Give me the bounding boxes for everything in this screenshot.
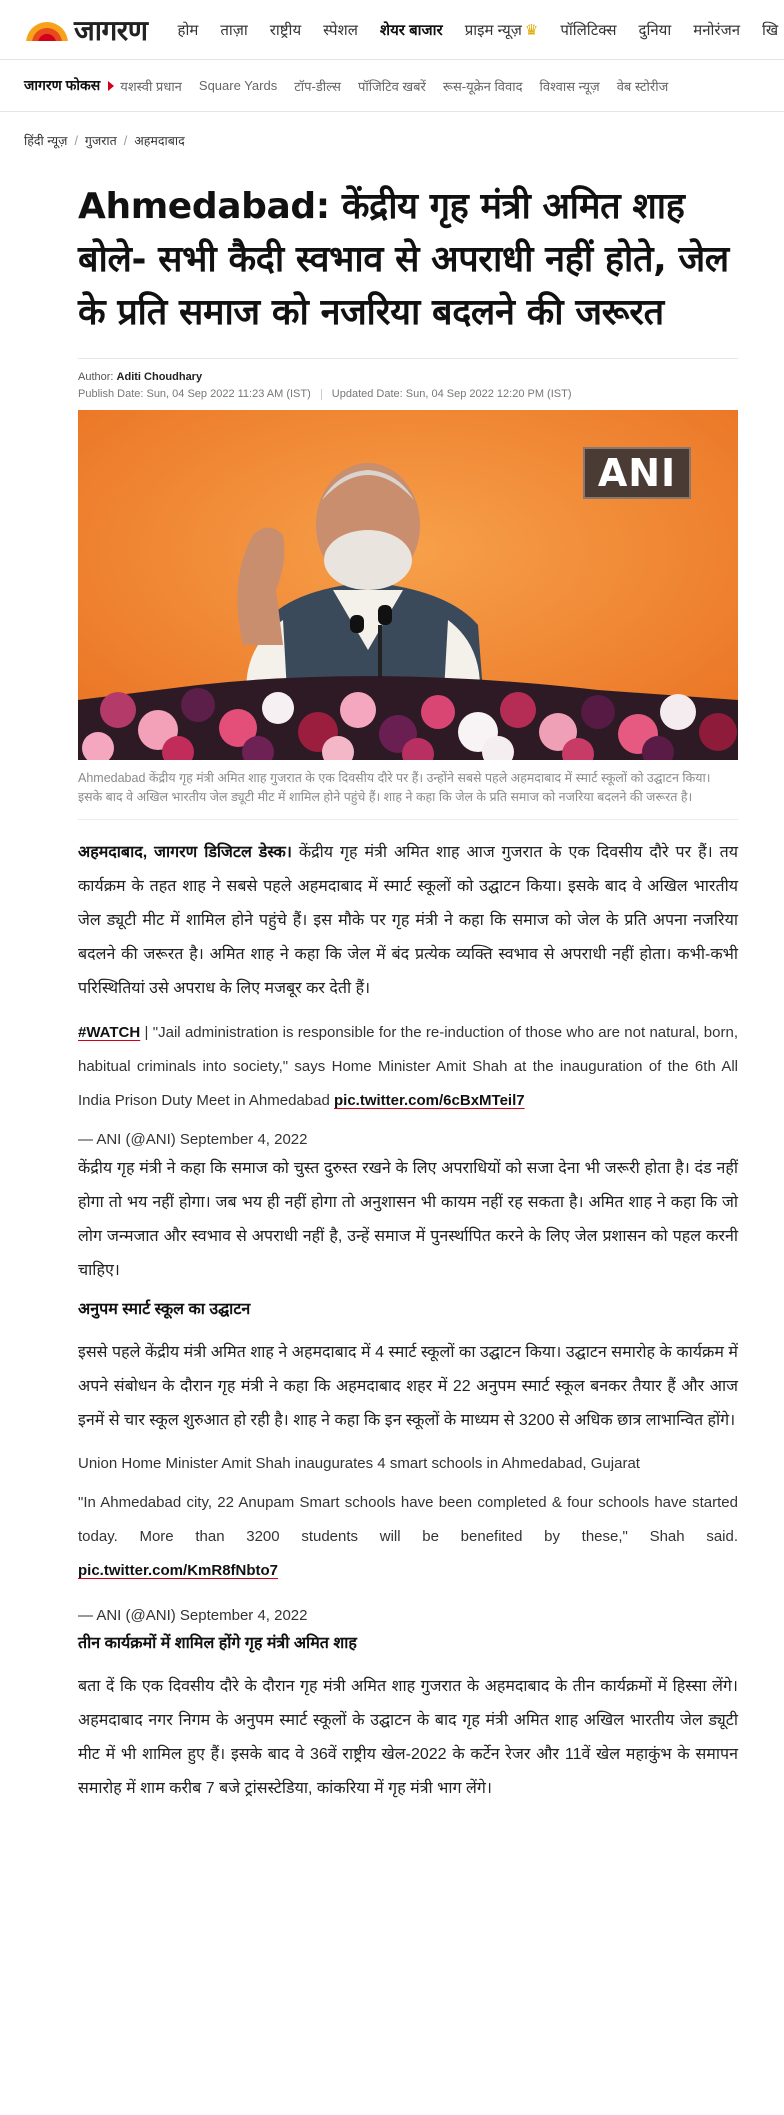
- nav-item-7[interactable]: [638, 20, 671, 40]
- hero-image: [78, 410, 738, 760]
- nav-item-label: ताज़ा: [220, 21, 248, 39]
- paragraph-2: केंद्रीय गृह मंत्री ने कहा कि समाज को चुस्त दुरुस्त रखने के लिए अपराधियों को सजा देना भी जरूरी होता है। दंड नहीं होगा तो भय नहीं होगा। जब भय ही नहीं होगा तो अनुशासन भी कायम नहीं रह सकता है। अमित शाह ने कहा कि जो लोग जन्मजात और स्वभाव से अपराधी नहीं है, उन्हें समाज में पुनर्स्थापित करने के लिए जेल प्रशासन को पहल करनी चाहिए।: [78, 1160, 738, 1279]
- breadcrumb-item-0[interactable]: हिंदी न्यूज़: [24, 134, 68, 148]
- breadcrumb-separator: /: [123, 133, 128, 148]
- image-caption: Ahmedabad केंद्रीय गृह मंत्री अमित शाह गुजरात के एक दिवसीय दौरे पर हैं। उन्होंने सबसे पहले अहमदाबाद में स्मार्ट स्कूलों को उद्घाटन किया। इसके बाद वे अखिल भारतीय जेल ड्यूटी मीट में शामिल होने पहुंचे हैं। शाह ने कहा कि जेल के प्रति समाज को नजरिया बदलने की जरूरत है।: [78, 769, 738, 820]
- nav-item-0[interactable]: [178, 20, 199, 40]
- nav-item-label: प्राइम न्यूज़: [464, 21, 522, 39]
- title-divider: [78, 358, 738, 359]
- breadcrumb-item-2[interactable]: अहमदाबाद: [134, 134, 185, 148]
- focus-link-5[interactable]: विश्वास न्यूज़: [539, 78, 600, 94]
- focus-link-3[interactable]: पॉजिटिव खबरें: [357, 78, 426, 94]
- nav-item-2[interactable]: [270, 20, 301, 40]
- tweet-2-pic-link[interactable]: pic.twitter.com/KmR8fNbto7: [78, 1562, 279, 1579]
- nav-item-label: दुनिया: [638, 21, 672, 39]
- article-title: Ahmedabad: केंद्रीय गृह मंत्री अमित शाह बोले- सभी कैदी स्वभाव से अपराधी नहीं होते, जेल के प्रति समाज को नजरिया बदलने की जरूरत: [78, 186, 729, 333]
- article: [78, 180, 738, 1806]
- nav-item-label: राष्ट्रीय: [269, 21, 302, 39]
- tweet-1-text: | "Jail administration is responsible for the re-induction of those who are not natural, born, habitual criminals into society," says Home Minister Amit Shah at the inauguration of the 6th All India Prison Duty Meet in Ahmedabad: [78, 1024, 738, 1109]
- focus-links: [120, 77, 685, 95]
- embedded-tweet-2: [78, 1486, 738, 1588]
- article-dates: [78, 388, 738, 400]
- embedded-tweet-1: [78, 1016, 738, 1118]
- author-label: Author:: [78, 371, 114, 383]
- nav-item-label: शेयर बाजार: [379, 21, 443, 39]
- heading-three-events: तीन कार्यक्रमों में शामिल होंगे गृह मंत्री अमित शाह: [78, 1635, 357, 1652]
- heading-smart-school: अनुपम स्मार्ट स्कूल का उद्घाटन: [78, 1301, 251, 1318]
- date-separator: [321, 389, 322, 400]
- logo-text: जागरण: [74, 13, 148, 47]
- author-name[interactable]: Aditi Choudhary: [116, 371, 203, 383]
- watch-hashtag-link[interactable]: #WATCH: [78, 1024, 141, 1041]
- dateline: अहमदाबाद, जागरण डिजिटल डेस्क।: [78, 844, 292, 861]
- tweet-2-headline: Union Home Minister Amit Shah inaugurates 4 smart schools in Ahmedabad, Gujarat: [78, 1455, 640, 1472]
- focus-link-4[interactable]: रूस-यूक्रेन विवाद: [442, 78, 523, 94]
- intro-text: केंद्रीय गृह मंत्री अमित शाह आज गुजरात के एक दिवसीय दौरे पर हैं। तय कार्यक्रम के तहत शाह ने सबसे पहले अहमदाबाद में स्मार्ट स्कूलों को उद्घाटन किया। इसके बाद वे अखिल भारतीय जेल ड्यूटी मीट में शामिल होने पहुंचे हैं। इस मौके पर गृह मंत्री ने कहा कि समाज को जेल के प्रति अपना नजरिया बदलने की जरूरत है। अमित शाह ने कहा कि जेल में बंद प्रत्येक व्यक्ति स्वभाव से अपराधी नहीं होता। कभी-कभी परिस्थितियां उसे अपराध के लिए मजबूर कर देती हैं।: [78, 844, 738, 997]
- focus-link-0[interactable]: यशस्वी प्रधान: [120, 78, 182, 94]
- article-meta: [78, 371, 738, 400]
- nav-item-5[interactable]: [465, 20, 539, 40]
- focus-link-6[interactable]: वेब स्टोरीज: [616, 78, 669, 94]
- main-nav: [178, 20, 784, 40]
- tweet-2-text: "In Ahmedabad city, 22 Anupam Smart schools have been completed & four schools have started today. More than 3200 students will be benefited by these," Shah said.: [78, 1494, 738, 1545]
- red-arrow-icon: [108, 81, 114, 91]
- nav-item-1[interactable]: [220, 20, 247, 40]
- tweet-2-source[interactable]: — ANI (@ANI) September 4, 2022: [78, 1607, 308, 1624]
- breadcrumb: [24, 132, 185, 149]
- sun-logo-icon: [24, 15, 70, 45]
- jagran-focus-bar: [0, 60, 784, 112]
- nav-item-6[interactable]: [560, 20, 616, 40]
- focus-title: जागरण फोकस: [24, 77, 101, 93]
- tweet-1-source[interactable]: — ANI (@ANI) September 4, 2022: [78, 1131, 308, 1148]
- tweet-1-pic-link[interactable]: pic.twitter.com/6cBxMTeil7: [333, 1092, 525, 1109]
- focus-link-2[interactable]: टॉप-डील्स: [294, 78, 341, 94]
- crown-icon: ♛: [524, 21, 539, 39]
- nav-item-label: मनोरंजन: [693, 21, 741, 39]
- intro-paragraph: [78, 836, 738, 1006]
- nav-item-label: पॉलिटिक्स: [560, 21, 617, 39]
- publish-date: Publish Date: Sun, 04 Sep 2022 11:23 AM (IST): [78, 388, 311, 400]
- updated-date: Updated Date: Sun, 04 Sep 2022 12:20 PM (IST): [331, 388, 572, 400]
- nav-item-3[interactable]: [323, 20, 358, 40]
- paragraph-3: इससे पहले केंद्रीय मंत्री अमित शाह ने अहमदाबाद में 4 स्मार्ट स्कूलों का उद्घाटन किया। उद्घाटन समारोह के कार्यक्रम में अपने संबोधन के दौरान गृह मंत्री ने कहा कि अहमदाबाद शहर में 22 अनुपम स्मार्ट स्कूल बनकर तैयार हैं और आज इनमें से चार स्कूल शुरुआत हो रही है। शाह ने कहा कि इन स्कूलों के माध्यम से 3200 से अधिक छात्र लाभान्वित होंगे।: [78, 1344, 738, 1429]
- nav-item-label: स्पेशल: [323, 21, 358, 39]
- nav-item-label: होम: [177, 21, 199, 39]
- author-line: [78, 371, 738, 383]
- nav-item-4[interactable]: [380, 20, 443, 40]
- focus-link-1[interactable]: Square Yards: [198, 78, 278, 93]
- breadcrumb-separator: /: [74, 133, 78, 148]
- top-navigation: [0, 0, 784, 60]
- paragraph-4: बता दें कि एक दिवसीय दौरे के दौरान गृह मंत्री अमित शाह गुजरात के अहमदाबाद के तीन कार्यक्रमों में हिस्सा लेंगे। अहमदाबाद नगर निगम के अनुपम स्मार्ट स्कूलों के उद्घाटन के बाद गृह मंत्री अमित शाह अखिल भारतीय जेल ड्यूटी मीट में भी शामिल हुए हैं। इसके बाद वे 36वें राष्ट्रीय खेल-2022 के कर्टेन रेजर और 11वें खेल महाकुंभ के समापन समारोह में शाम करीब 7 बजे ट्रांसस्टेडिया, कांकरिया में गृह मंत्री भाग लेंगे।: [78, 1678, 738, 1797]
- nav-item-label: खि: [762, 21, 779, 39]
- nav-item-8[interactable]: [693, 20, 740, 40]
- nav-item-9[interactable]: [762, 20, 778, 40]
- ani-watermark: ANI: [583, 447, 691, 499]
- jagran-logo[interactable]: [24, 10, 148, 50]
- breadcrumb-item-1[interactable]: गुजरात: [84, 134, 117, 148]
